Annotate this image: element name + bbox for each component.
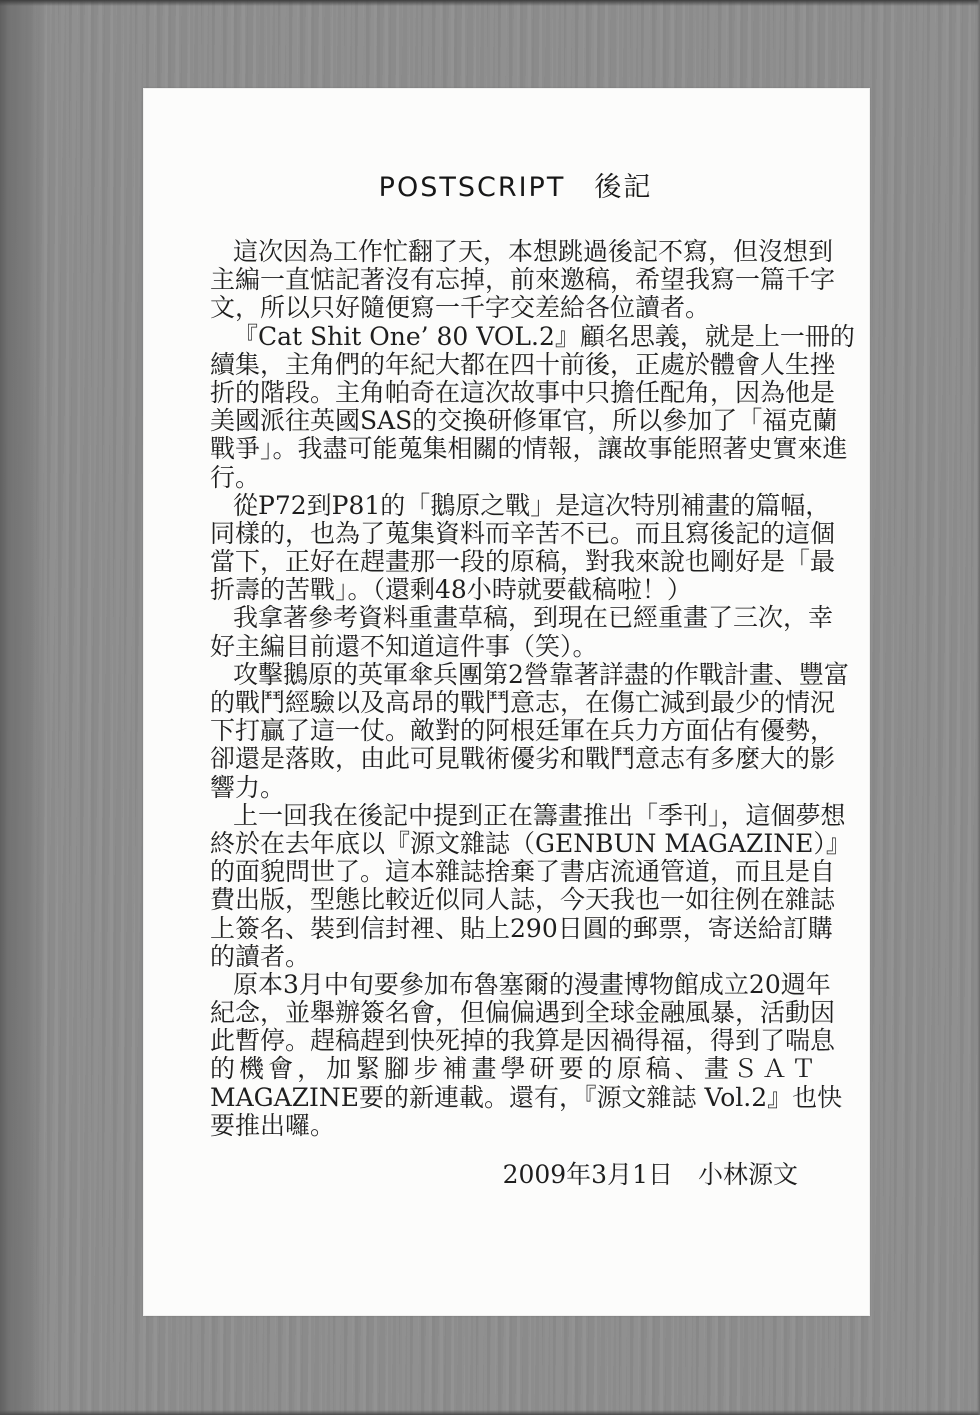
text-line: 終於在去年底以『源文雜誌（GENBUN MAGAZINE）』 — [210, 828, 851, 858]
text-line: 的機會，加緊腳步補畫學研要的原稿、畫ＳＡＴ — [210, 1054, 816, 1084]
text-line: 美國派往英國SAS的交換研修軍官，所以參加了「福克蘭 — [210, 406, 838, 436]
text-line: 好主編目前還不知道這件事（笑）。 — [210, 631, 598, 661]
text-line: 這次因為工作忙翻了天，本想跳過後記不寫，但沒想到 — [233, 237, 834, 266]
text-line: 『Cat Shit One’ 80 VOL.2』顧名思義，就是上一冊的 — [233, 321, 855, 351]
text-line: 續集，主角們的年紀大都在四十前後，正處於體會人生挫 — [210, 349, 836, 379]
text-line: 下打贏了這一仗。敵對的阿根廷軍在兵力方面佔有優勢， — [210, 716, 836, 746]
text-line: 行。 — [210, 462, 261, 492]
text-line: 主編一直惦記著沒有忘掉，前來邀稿，希望我寫一篇千字 — [210, 265, 836, 295]
scan-edge-top — [0, 0, 980, 6]
text-line: 文，所以只好隨便寫一千字交差給各位讀者。 — [210, 293, 711, 323]
text-line: 的讀者。 — [210, 941, 311, 971]
text-line: 的面貌問世了。這本雜誌捨棄了書店流通管道，而且是自 — [210, 857, 836, 887]
text-line: 折壽的苦戰」。（還剩48小時就要截稿啦！） — [210, 575, 692, 605]
paragraph — [210, 237, 836, 323]
text-line: 此暫停。趕稿趕到快死掉的我算是因禍得福，得到了喘息 — [210, 1026, 836, 1056]
page-title: POSTSCRIPT 後記 — [378, 172, 653, 203]
signature-dateline: 2009年3月1日 小林源文 — [502, 1160, 798, 1189]
text-line: 攻擊鵝原的英軍傘兵團第2營靠著詳盡的作戰計畫、豐富 — [233, 659, 849, 689]
text-line: 折的階段。主角帕奇在這次故事中只擔任配角，因為他是 — [210, 377, 836, 407]
text-line: 紀念，並舉辦簽名會，但偏偏遇到全球金融風暴，活動因 — [210, 998, 836, 1028]
text-line: 卻還是落敗，由此可見戰術優劣和戰鬥意志有多麼大的影 — [210, 744, 836, 774]
text-line: 當下，正好在趕畫那一段的原稿，對我來說也剛好是「最 — [210, 547, 836, 577]
text-line: 我拿著參考資料重畫草稿，到現在已經重畫了三次，幸 — [233, 603, 834, 633]
text-line: 上簽名、裝到信封裡、貼上290日圓的郵票，寄送給訂購 — [210, 913, 833, 943]
paragraph — [210, 659, 849, 802]
paragraph — [210, 603, 834, 661]
text-line: 從P72到P81的「鵝原之戰」是這次特別補畫的篇幅， — [233, 490, 831, 520]
text-line: 原本3月中旬要參加布魯塞爾的漫畫博物館成立20週年 — [233, 969, 831, 999]
text-line: 響力。 — [210, 772, 286, 802]
scan-edge-left — [0, 0, 45, 1415]
text-line: 同樣的，也為了蒐集資料而辛苦不已。而且寫後記的這個 — [210, 518, 836, 548]
body-text — [210, 237, 855, 1140]
paragraph — [210, 490, 836, 605]
text-line: 戰爭」。我盡可能蒐集相關的情報，讓故事能照著史實來進 — [210, 434, 848, 464]
postscript-page — [143, 88, 870, 1316]
paragraph — [210, 321, 855, 492]
text-line: MAGAZINE要的新連載。還有，『源文雜誌 Vol.2』也快 — [210, 1082, 843, 1112]
scan-edge-bottom — [0, 1410, 980, 1415]
paragraph — [210, 800, 851, 971]
text-line: 費出版，型態比較近似同人誌，今天我也一如往例在雜誌 — [210, 885, 836, 915]
text-line: 要推出囉。 — [210, 1110, 336, 1140]
paragraph — [210, 969, 843, 1140]
text-line: 的戰鬥經驗以及高昂的戰鬥意志，在傷亡減到最少的情況 — [210, 688, 836, 717]
text-line: 上一回我在後記中提到正在籌畫推出「季刊」，這個夢想 — [233, 800, 846, 830]
